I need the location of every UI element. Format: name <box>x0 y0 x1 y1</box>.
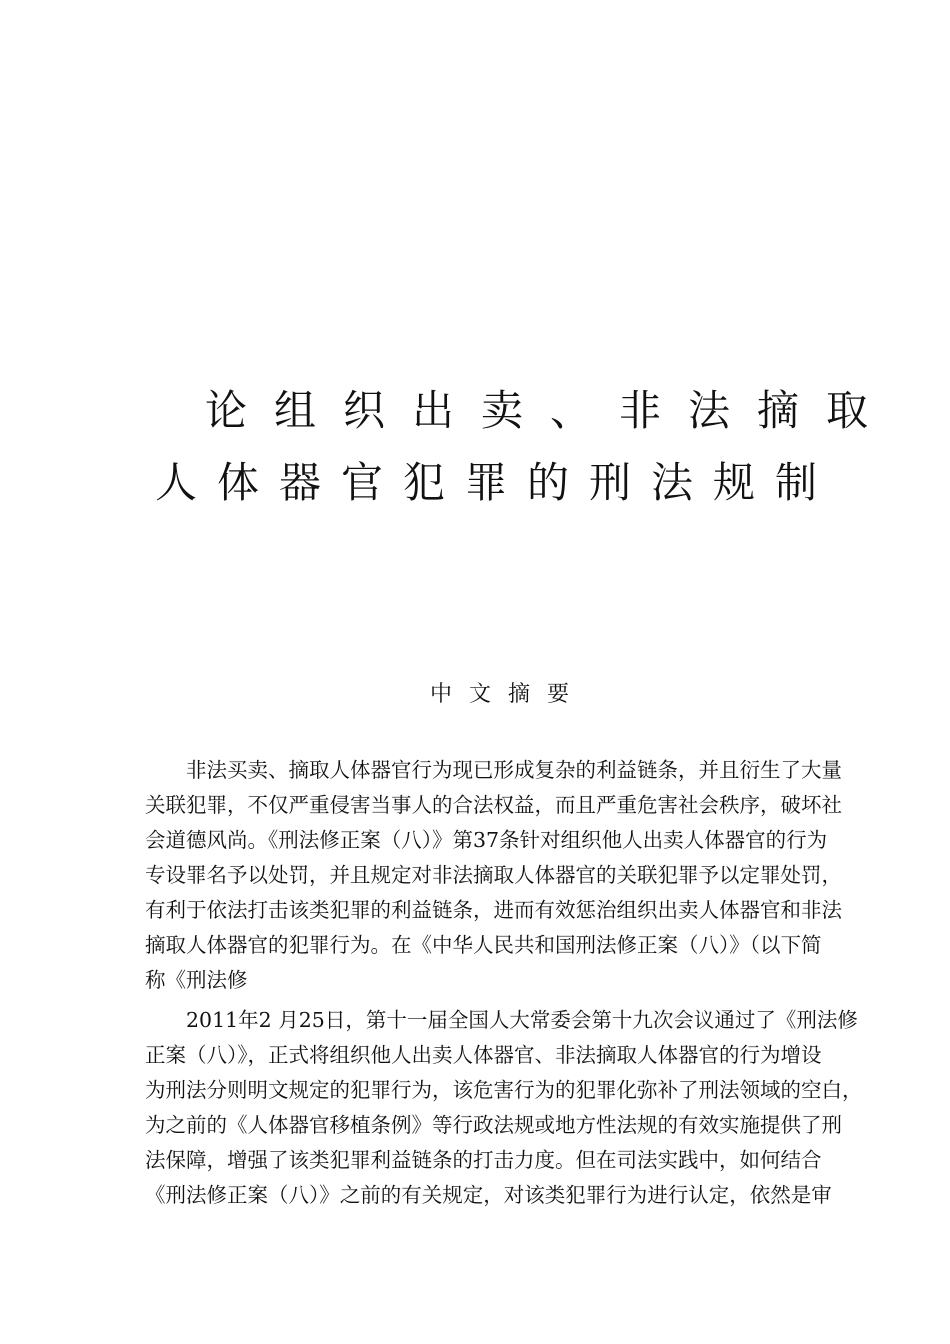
text-line: 正案（八）》，正式将组织他人出卖人体器官、非法摘取人体器官的行为增设 <box>145 1043 822 1067</box>
text-line: 摘取人体器官的犯罪行为。在《中华人民共和国刑法修正案（八）》（以下简 <box>145 933 822 957</box>
text-line: 会道德风尚。《刑法修正案（八）》第37条针对组织他人出卖人体器官的行为 <box>145 828 828 852</box>
text-line: 专设罪名予以处罚，并且规定对非法摘取人体器官的关联犯罪予以定罪处罚， <box>145 863 842 887</box>
text-line: 称《刑法修 <box>145 968 248 992</box>
text-line: 为之前的《人体器官移植条例》等行政法规或地方性法规的有效实施提供了刑 <box>145 1113 842 1137</box>
title-line-2: 人体器官犯罪的刑法规制 <box>155 458 838 507</box>
text-line: 2011年2 月25日，第十一届全国人大常委会第十九次会议通过了《刑法修 <box>186 1008 858 1032</box>
text-line: 为刑法分则明文规定的犯罪行为，该危害行为的犯罪化弥补了刑法领域的空白， <box>145 1078 863 1102</box>
title-line-1: 论组织出卖、非法摘取 <box>205 386 896 435</box>
text-line: 有利于依法打击该类犯罪的利益链条，进而有效惩治组织出卖人体器官和非法 <box>145 898 842 922</box>
abstract-paragraph-1 <box>145 753 842 998</box>
text-line: 关联犯罪，不仅严重侵害当事人的合法权益，而且严重危害社会秩序，破坏社 <box>145 793 842 817</box>
abstract-heading: 中文摘要 <box>430 682 587 707</box>
text-line: 非法买卖、摘取人体器官行为现已形成复杂的利益链条，并且衍生了大量 <box>186 758 842 782</box>
text-line: 法保障，增强了该类犯罪利益链条的打击力度。但在司法实践中，如何结合 <box>145 1148 822 1172</box>
abstract-paragraph-2 <box>145 1003 863 1213</box>
text-line: 《刑法修正案（八）》之前的有关规定，对该类犯罪行为进行认定，依然是审 <box>145 1183 832 1207</box>
